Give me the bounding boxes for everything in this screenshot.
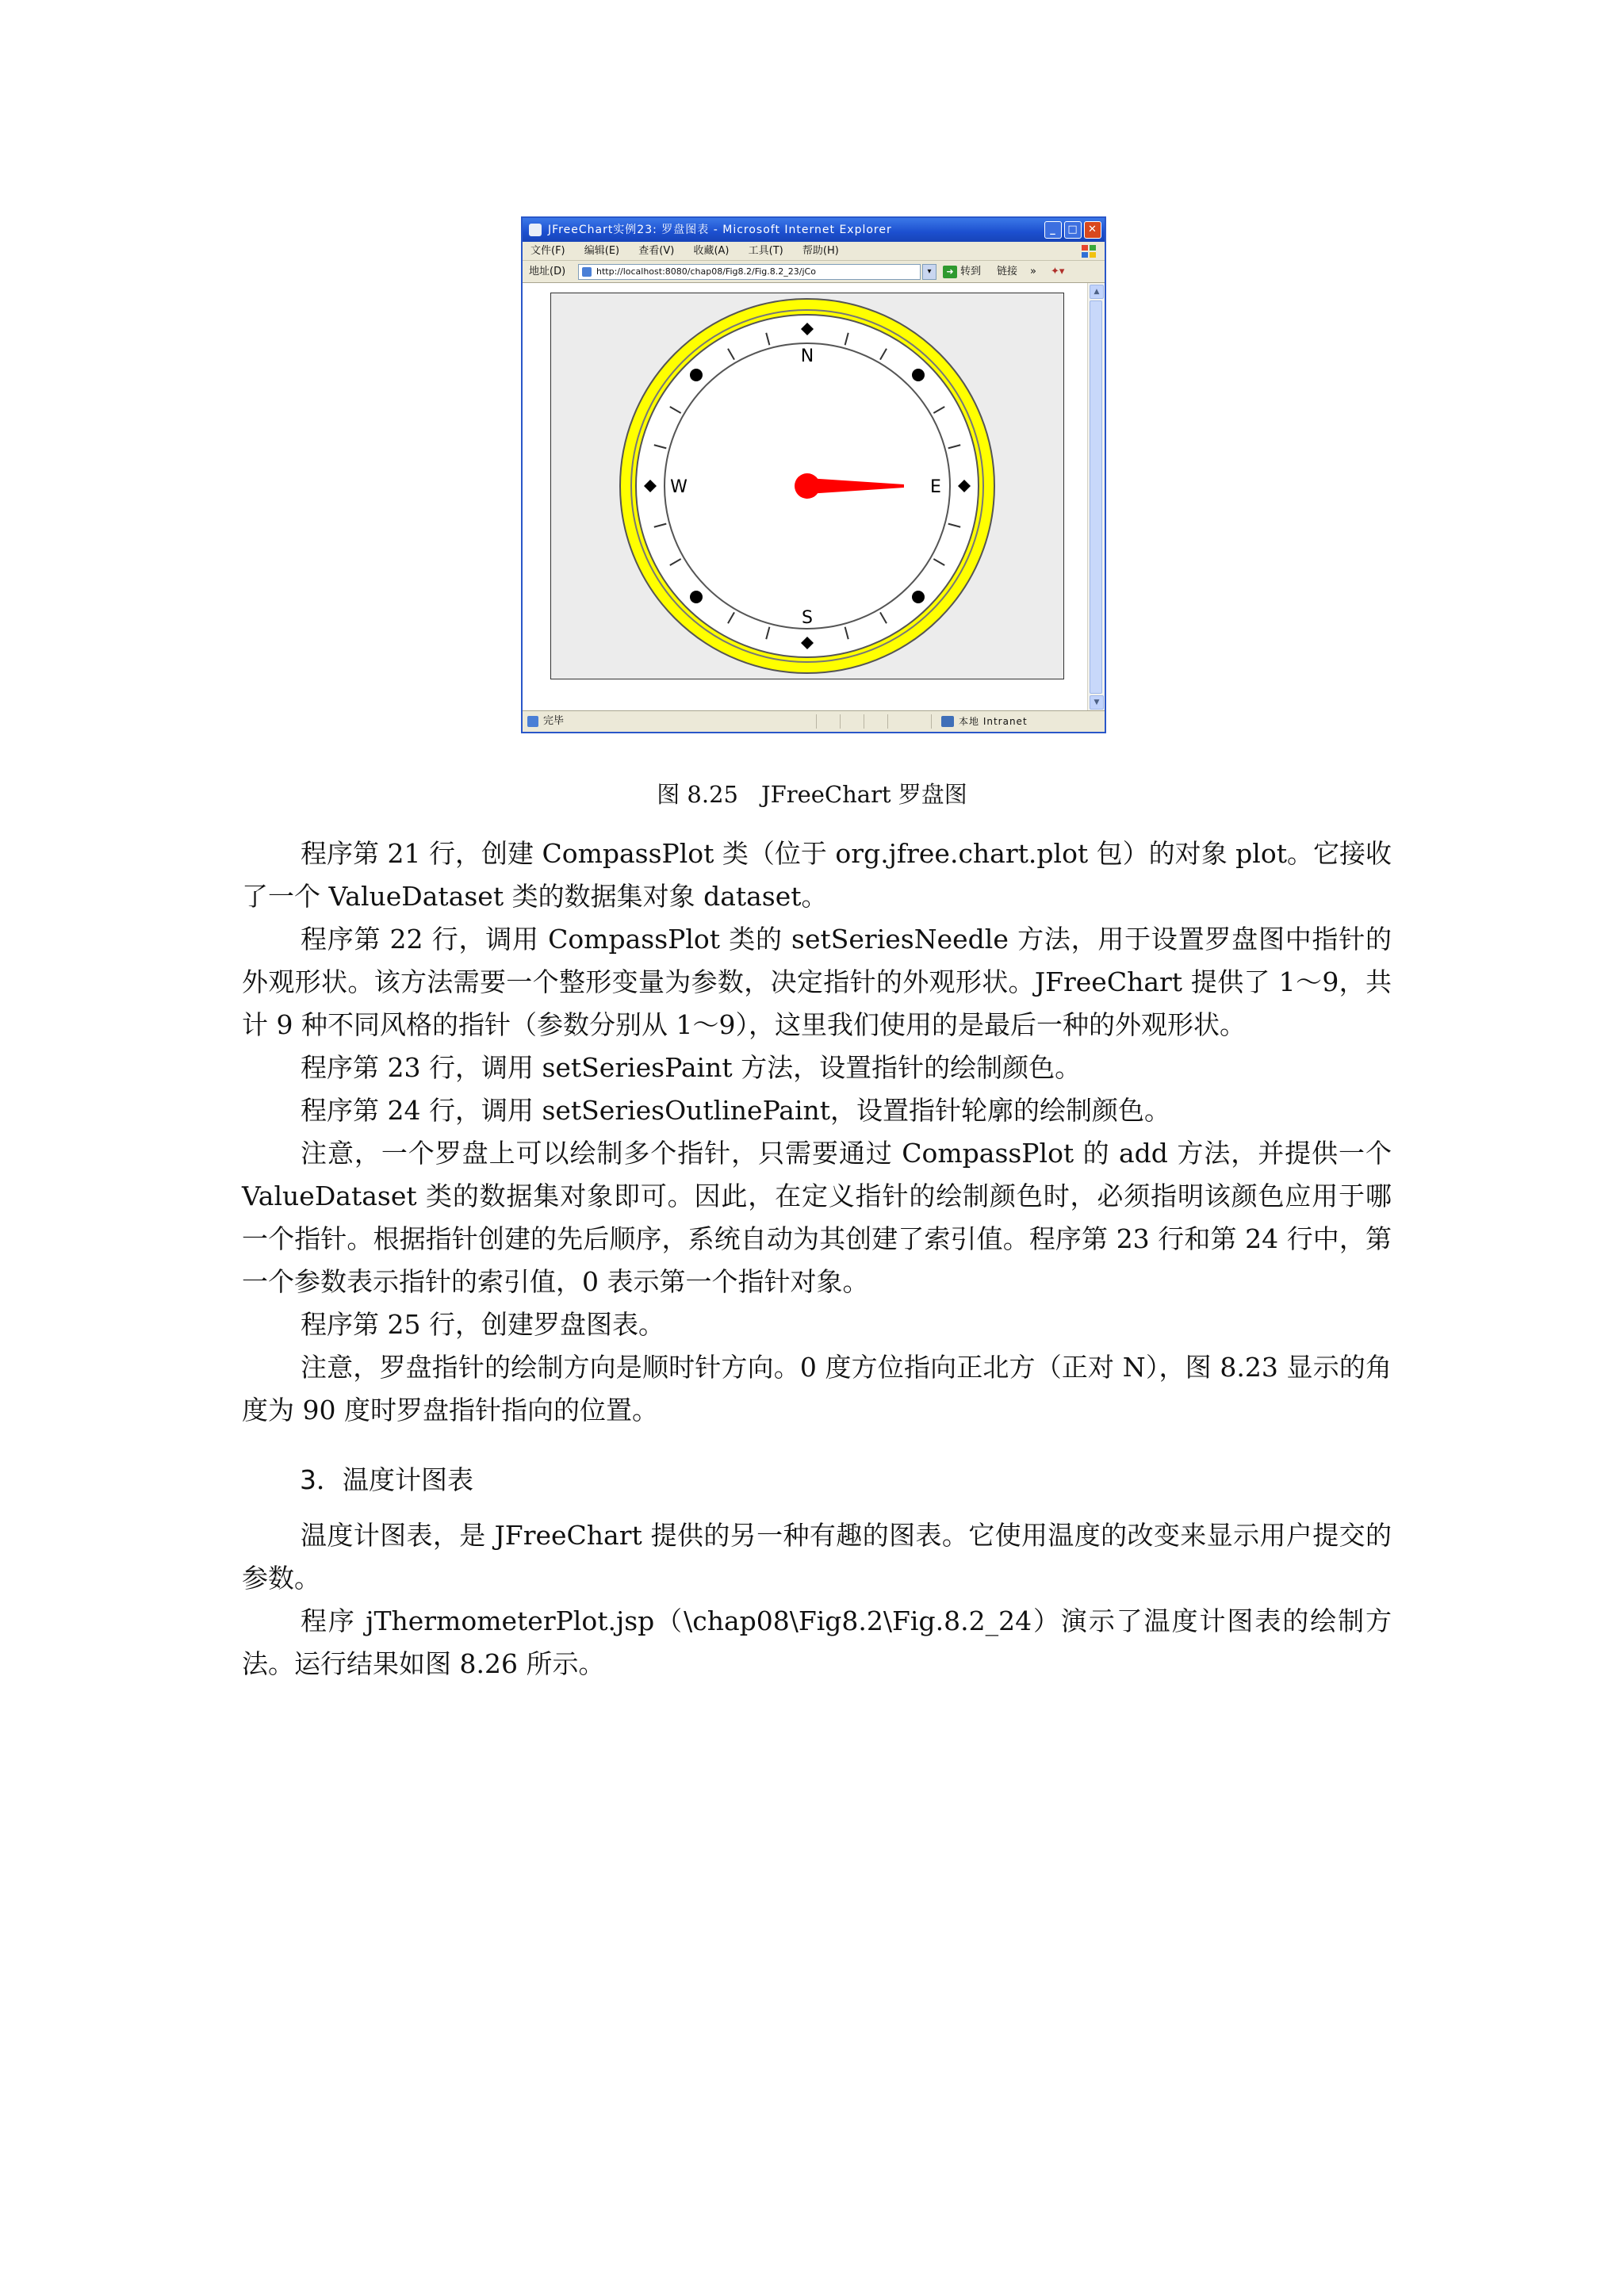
paragraph: 程序第 25 行，创建罗盘图表。 (301, 1309, 665, 1340)
compass-dot-marker (912, 591, 925, 603)
address-input[interactable] (578, 264, 921, 280)
close-button[interactable]: ✕ (1084, 221, 1101, 239)
compass-label-e: E (930, 477, 941, 497)
section-heading: 3．温度计图表 (300, 1464, 473, 1495)
status-text: 完毕 (543, 715, 565, 727)
compass-label-n: N (800, 346, 814, 366)
status-separator (931, 714, 932, 729)
ie-icon (529, 224, 542, 236)
menu-view[interactable]: 查看(V) (638, 245, 675, 257)
scroll-thumb[interactable] (1090, 300, 1102, 694)
menu-help[interactable]: 帮助(H) (802, 245, 839, 257)
go-arrow-icon[interactable]: ➜ (943, 266, 957, 278)
menu-edit[interactable]: 编辑(E) (584, 245, 620, 257)
status-separator (816, 714, 817, 729)
paragraph: 注意，罗盘指针的绘制方向是顺时针方向。0 度方位指向正北方（正对 N），图 8.23 显示的角度为 90 度时罗盘指针指向的位置。 (242, 1352, 1392, 1425)
paragraph: 程序第 22 行，调用 CompassPlot 类的 setSeriesNeedle 方法，用于设置罗盘图中指针的外观形状。该方法需要一个整形变量为参数，决定指针的外观形状。JFreeChart 提供了 1～9，共计 9 种不同风格的指针（参数分别从 1～9），这里我们使用的是最后一种的外观形状。 (242, 924, 1392, 1040)
page-icon (582, 267, 592, 277)
minimize-button[interactable]: _ (1044, 221, 1062, 239)
paragraph: 温度计图表，是 JFreeChart 提供的另一种有趣的图表。它使用温度的改变来显示用户提交的参数。 (242, 1520, 1392, 1594)
compass-label-w: W (670, 477, 688, 497)
compass-dot-marker (690, 591, 703, 603)
paragraph: 程序第 24 行，调用 setSeriesOutlinePaint，设置指针轮廓的绘制颜色。 (301, 1095, 1171, 1126)
address-label: 地址(D) (529, 266, 566, 277)
status-page-icon (527, 716, 538, 727)
compass-label-s: S (802, 608, 813, 628)
scroll-up-icon[interactable]: ▲ (1090, 285, 1104, 299)
paragraph: 程序第 21 行，创建 CompassPlot 类（位于 org.jfree.chart.plot 包）的对象 plot。它接收了一个 ValueDataset 类的数据集对象 dataset。 (242, 838, 1392, 912)
window-titlebar (523, 218, 1105, 242)
links-chevron-icon[interactable]: » (1030, 266, 1036, 277)
compass-dot-marker (912, 369, 925, 381)
address-dropdown-icon[interactable]: ▾ (922, 264, 936, 280)
compass-chart (550, 293, 1064, 679)
status-separator (887, 714, 888, 729)
menu-bar (523, 242, 1105, 261)
figure-caption: 图 8.25 JFreeChart 罗盘图 (657, 781, 967, 808)
menu-favorites[interactable]: 收藏(A) (693, 245, 730, 257)
paragraph: 注意，一个罗盘上可以绘制多个指针，只需要通过 CompassPlot 的 add 方法，并提供一个 ValueDataset 类的数据集对象即可。因此，在定义指针的绘制颜色时，必须指明该颜色应用于哪一个指针。根据指针创建的先后顺序，系统自动为其创建了索引值。程序第 23 行和第 24 行中，第一个参数表示指针的索引值，0 表示第一个指针对象。 (242, 1138, 1392, 1297)
address-bar (523, 261, 1105, 283)
compass-needle-hub (795, 473, 820, 499)
page-content (523, 283, 1087, 711)
address-url: http://localhost:8080/chap08/Fig8.2/Fig.8.2_23/jCo (596, 266, 816, 277)
maximize-button[interactable]: □ (1064, 221, 1082, 239)
compass-dot-marker (690, 369, 703, 381)
browser-window (521, 216, 1106, 733)
menu-file[interactable]: 文件(F) (530, 245, 565, 257)
zone-text: 本地 Intranet (959, 716, 1028, 727)
windows-logo-icon (1081, 244, 1097, 258)
links-button[interactable]: 链接 (997, 266, 1018, 277)
compass-plot (551, 293, 1063, 679)
status-bar (523, 710, 1105, 732)
window-title: JFreeChart实例23: 罗盘图表 - Microsoft Internet Explorer (548, 224, 892, 236)
vertical-scrollbar[interactable] (1087, 283, 1105, 711)
status-separator (840, 714, 841, 729)
paragraph: 程序 jThermometerPlot.jsp（\chap08\Fig8.2\Fig.8.2_24）演示了温度计图表的绘制方法。运行结果如图 8.26 所示。 (242, 1605, 1392, 1679)
paragraph: 程序第 23 行，调用 setSeriesPaint 方法，设置指针的绘制颜色。 (301, 1052, 1082, 1083)
menu-tools[interactable]: 工具(T) (748, 245, 783, 257)
go-button[interactable]: 转到 (960, 266, 982, 277)
intranet-zone-icon (941, 716, 954, 727)
toolbar-extra-icon[interactable]: ✦▾ (1051, 266, 1065, 277)
scroll-down-icon[interactable]: ▼ (1090, 695, 1104, 710)
